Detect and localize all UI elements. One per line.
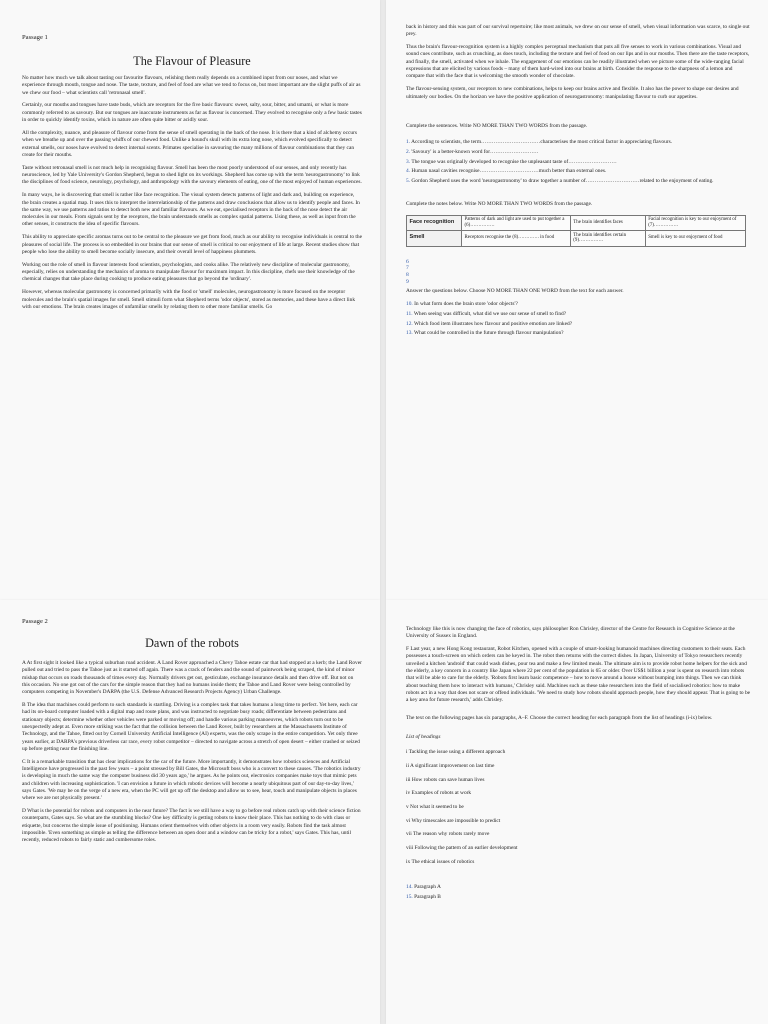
passage-label: Passage 1 — [22, 34, 48, 41]
paragraph: This ability to appreciate specific aromas turns out to be central to the pleasure we get from food, much as our ability to recognise individuals is central to the pleasures of social life. The process is so embedded in our brains that our sense of smell is critical to our enjoyment of life at large. Recent studies show that people who lose the ability to smell become socially insecure, and their overall level of happiness plummets. — [22, 234, 362, 255]
notes-instructions: Complete the notes below. Write NO MORE THAN TWO WORDS from the passage. — [406, 201, 593, 208]
table-cell: Facial recognition is key to our enjoyment of (7)…………… — [645, 215, 745, 231]
page-passage-2-questions — [386, 600, 768, 1024]
heading-item: v Not what it seemed to be — [406, 803, 464, 810]
paragraph: In many ways, he is discovering that smell is rather like face recognition. The visual system detects patterns of light and dark and, building on experience, the brain creates a spatial map. It uses this to interpret the interrelationship of the patterns and draw conclusions that allow us to identify people and faces. In the same way, we use patterns and ratios to detect both new and familiar flavours. As we eat, specialised receptors in the back of the nose detect the air molecules in our meals. From signals sent by the receptors, the brain understands smells as complex spatial patterns. Using these, as well as input from the other senses, it constructs the idea of specific flavours. — [22, 192, 360, 228]
paragraph: The flavour-sensing system, our receptors to new combinations, helps to keep our brains active and flexible. It also has the power to shape our desires and ultimately our bodies. On the horizon we have the positive application of neurogastronomy: manipulating flavour to curb our appetites. — [406, 86, 739, 100]
paragraph: Taste without retronasal smell is not much help in recognising flavour. Smell has been the most poorly understood of our senses, and only recently has neuroscience, led by Yale University's Gordon Shepherd, begun to shed light on its workings. Shepherd has come up with the term 'neurogastronomy' to link the disciplines of food science, neurology, psychology, and anthropology with the savoury elements of eating, one of the most enjoyed of human experiences. — [22, 164, 362, 186]
heading-item: iii How robots can save human lives — [406, 776, 485, 783]
sentence-item: 5. Gordon Shepherd uses the word 'neurogastronomy' to draw together a number of…………………………related to the enjoyment of eating. — [406, 177, 714, 184]
heading-item: i Tackling the issue using a different approach — [406, 749, 506, 756]
table-row — [407, 215, 746, 231]
table-cell: The brain identifies certain (9)…………… — [570, 231, 645, 247]
question-item: 12. Which food item illustrates how flavour and positive emotion are linked? — [406, 320, 573, 327]
paragraph: Working out the role of smell in flavour interests food scientists, psychologists, and cooks alike. The relatively new discipline of molecular gastronomy, especially, relies on understanding the mechanics of aroma to manipulate flavour for maximum impact. In this discipline, chefs use their knowledge of the chemical changes that take place during cooking to produce eating pleasures that go beyond the 'ordinary'. — [22, 261, 355, 283]
answer-number[interactable]: 6 — [406, 258, 409, 265]
sentence-item: 1. According to scientists, the term……………………………characterises the most critical factor in appreciating flavours. — [406, 139, 673, 146]
table-cell: Smell — [407, 231, 462, 247]
heading-item: ii A significant improvement on last time — [406, 762, 495, 769]
paragraph: C It is a remarkable transition that has clear implications for the car of the future. More importantly, it demonstrates how robotics sciences and Artificial Intelligence have progressed in the past few years – a point stressed by Bill Gates, the Microsoft boss who is a convert to these causes. 'The robotics industry is developing in much the same way the computer business did 30 years ago,' he argues. As he points out, electronics companies make toys that mimic pets and children with increasing sophistication. 'I can envision a future in which robotic devices will become a nearly ubiquitous part of our day-to-day lives,' says Gates. 'We may be on the verge of a new era, when the PC will get up off the desktop and allow us to see, hear, touch and manipulate objects in places where we are not physically present.' — [22, 758, 361, 802]
sentence-item: 3. The tongue was originally developed to recognise the unpleasant taste of……………………… — [406, 158, 617, 165]
paragraph: D What is the potential for robots and computers in the near future? The fact is we still have a way to go before real robots catch up with their science fiction counterparts, Gates says. So what are the stumbling blocks? One key difficulty is getting robots to know their place. This has nothing to do with class or etiquette, but concerns the simple issue of positioning. Humans orient themselves with other objects in a room very easily. Robots find the task almost impossible. 'Even something as simple as telling the difference between an open door and a window can be tricky for a robot,' says Gates. This has, until recently, reduced robots to fairly static and cumbersome roles. — [22, 808, 361, 844]
page-passage-1 — [0, 0, 380, 600]
paragraph: All the complexity, nuance, and pleasure of flavour come from the sense of smell operating in the back of the nose. It is there that a kind of alchemy occurs when we breathe up and over the passing whiffs of our chewed food. Unlike a hound's skull with its extra long nose, which evolved specifically to detect external smells, our noses have evolved to detect internal scents. Primates specialise in savouring the many millions of flavour combinations that they can create for their mouths. — [22, 129, 357, 158]
question-item: 11. When seeing was difficult, what did we use our sense of smell to find? — [406, 310, 567, 317]
table-cell: Receptors recognise the (8)…………. in food — [462, 231, 571, 247]
sentence-item: 4. Human nasal cavities recognise……………………………much better than external ones. — [406, 168, 607, 175]
sentences-instructions: Complete the sentences. Write NO MORE THAN TWO WORDS from the passage. — [406, 122, 588, 129]
paragraph: F Last year, a new Hong Kong restaurant, Robot Kitchen, opened with a couple of smart-looking humanoid machines directing customers to their seats. Each possesses a touch-screen on which orders can be keyed in. The robot then returns with the correct dishes. In Japan, University of Tokyo researchers recently unveiled a kitchen 'android' that could wash dishes, pour tea and make a few limited meals. The ultimate aim is to provide robot home helpers for the sick and the elderly, a key concern in a country like Japan where 22 per cent of the population is 65 or older. Over US$1 billion a year is spent on research into robots that will be able to care for the elderly. 'Robots first learn basic competence – how to move around a house without bumping into things. Then we can think about teaching them how to interact with humans,' Chrisley said. Machines such as these take researchers into the field of socialised robotics: how to make robots act in a way that does not scare or offend individuals. 'We need to study how robots should approach people, how they should appear. That is going to be a key area for future research,' adds Chrisley. — [406, 646, 751, 704]
passage-title: The Flavour of Pleasure — [133, 54, 251, 68]
notes-table — [406, 215, 746, 247]
table-row — [407, 231, 746, 247]
paragraph-continuation: Technology like this is now changing the face of robotics, says philosopher Ron Chrisley, director of the Centre for Research in Cognitive Science at the University of Sussex in England. — [406, 626, 735, 640]
paragraph: Certainly, our mouths and tongues have taste buds, which are receptors for the five basic flavours: sweet, salty, sour, bitter, and umami, or what is more commonly referred to as savoury. But our tongues are inaccurate instruments as far as flavour is concerned. They evolved to recognise only a few basic tastes in order to quickly identify toxins, which in nature are often quite bitter or acidly sour. — [22, 102, 362, 124]
heading-item: viii Following the pattern of an earlier development — [406, 844, 518, 851]
answer-number[interactable]: 8 — [406, 272, 409, 279]
sentence-list — [406, 139, 752, 185]
headings-label: List of headings — [406, 733, 441, 740]
paragraph: Thus the brain's flavour-recognition system is a highly complex perceptual mechanism that puts all five senses to work in various combinations. Visual and sound cues contribute, such as crunching, as does touch, including the texture and feel of food on our lips and in our mouths. Then there are the taste receptors, and finally, the smell, activated when we inhale. The engagement of our emotions can be readily illustrated when we picture some of the wide-ranging facial expressions that are elicited by various foods – many of them hard-wired into our brains at birth. Consider the response to the sharpness of a lemon and compare that with the face that is welcoming the smooth wonder of chocolate. — [406, 44, 750, 80]
table-cell: The brain identifies faces — [570, 215, 645, 231]
answer-number[interactable]: 9 — [406, 279, 409, 286]
passage-title: Dawn of the robots — [145, 636, 239, 650]
heading-item: ix The ethical issues of robotics — [406, 858, 475, 865]
questions-instructions: Answer the questions below. Choose NO MORE THAN ONE WORD from the text for each answer. — [406, 287, 624, 294]
passage-body — [22, 660, 362, 850]
paragraph: However, whereas molecular gastronomy is concerned primarily with the food or 'smell' molecules, neurogastronomy is more focused on the receptor molecules and the brain's spatial images for smell. Smell stimuli form what Shepherd terms 'odor objects', stored as memories, and these have a direct link with our emotions. The brain creates images of unfamiliar smells by relating them to other more familiar smells. Go — [22, 289, 356, 310]
heading-item: iv Examples of robots at work — [406, 790, 472, 797]
paragraph: A At first sight it looked like a typical suburban road accident. A Land Rover approached a Chevy Tahoe estate car that had stopped at a kerb; the Land Rover pulled out and tried to pass the Tahoe just as it started off again. There was a crack of fenders and the sound of paintwork being scraped, the kind of minor mishap that occurs on roads thousands of times every day. Normally drivers get out, gesticulate, exchange insurance details and then drive off. But not on this occasion. No one got out of the cars for the simple reason that they had no humans inside them; the Tahoe and Land Rover were being controlled by computers competing in November's DARPA (the U.S. Defense Advanced Research Projects Agency) Urban Challenge. — [22, 660, 362, 696]
question-list — [406, 884, 752, 901]
question-list — [406, 301, 752, 337]
passage-label: Passage 2 — [22, 618, 48, 625]
table-cell: Face recognition — [407, 215, 462, 231]
page-passage-1-questions — [386, 0, 768, 600]
question-item: 15. Paragraph B — [406, 893, 441, 900]
question-item: 14. Paragraph A — [406, 883, 441, 890]
question-item: 13. What could be controlled in the future through flavour manipulation? — [406, 330, 564, 337]
paragraph: B The idea that machines could perform to such standards is startling. Driving is a complex task that takes humans a long time to perfect. Yet here, each car had its on-board computer loaded with a digital map and route plans, and was instructed to negotiate busy roads; differentiate between pedestrians and stationary objects; determine whether other vehicles were parked or moving off; and handle various parking manoeuvres, which robots turn out to be unexpectedly adept at. Even more striking was the fact that the collision between the Land Rover, built by researchers at the Massachusetts Institute of Technology, and the Tahoe, fitted out by Cornell University Artificial Intelligence (AI) experts, was the only scrape in the entire competition. Yet only three years earlier, at DARPA's previous driverless car race, every robot competitor – directed to navigate across a stretch of open desert – either crashed or seized up before getting near the finishing line. — [22, 702, 360, 752]
passage-body — [22, 75, 362, 317]
questions-body — [406, 24, 752, 340]
question-item: 10. In what form does the brain store 'odor objects'? — [406, 301, 518, 308]
heading-item: vi Why timescales are impossible to predict — [406, 817, 501, 824]
table-cell: Smell is key to our enjoyment of food — [645, 231, 745, 247]
sentence-item: 2. 'Savoury' is a better-known word for……………………… — [406, 148, 539, 155]
questions-body — [406, 626, 752, 903]
paragraph: No matter how much we talk about tasting our favourite flavours, relishing them really depends on a combined input from our noses, and what we experience through mouth, tongue and nose. The taste, texture, and feel of food are what we tend to focus on, but most important are the slight puffs of air as we chew our food – what scientists call 'retronasal smell'. — [22, 75, 361, 96]
answer-number-list — [406, 259, 752, 286]
heading-list — [406, 749, 752, 866]
page-passage-2 — [0, 600, 380, 1024]
headings-instructions: The text on the following pages has six paragraphs, A–F. Choose the correct heading for each paragraph from the list of headings (i-ix) below. — [406, 714, 713, 721]
answer-number[interactable]: 7 — [406, 265, 409, 272]
heading-item: vii The reason why robots rarely move — [406, 831, 490, 838]
table-cell: Patterns of dark and light are used to put together a (6)…………… — [462, 215, 571, 231]
paragraph-continuation: back in history and this was part of our survival repertoire; like most animals, we drew on our sense of smell, when visual information was scarce, to single out prey. — [406, 24, 750, 38]
